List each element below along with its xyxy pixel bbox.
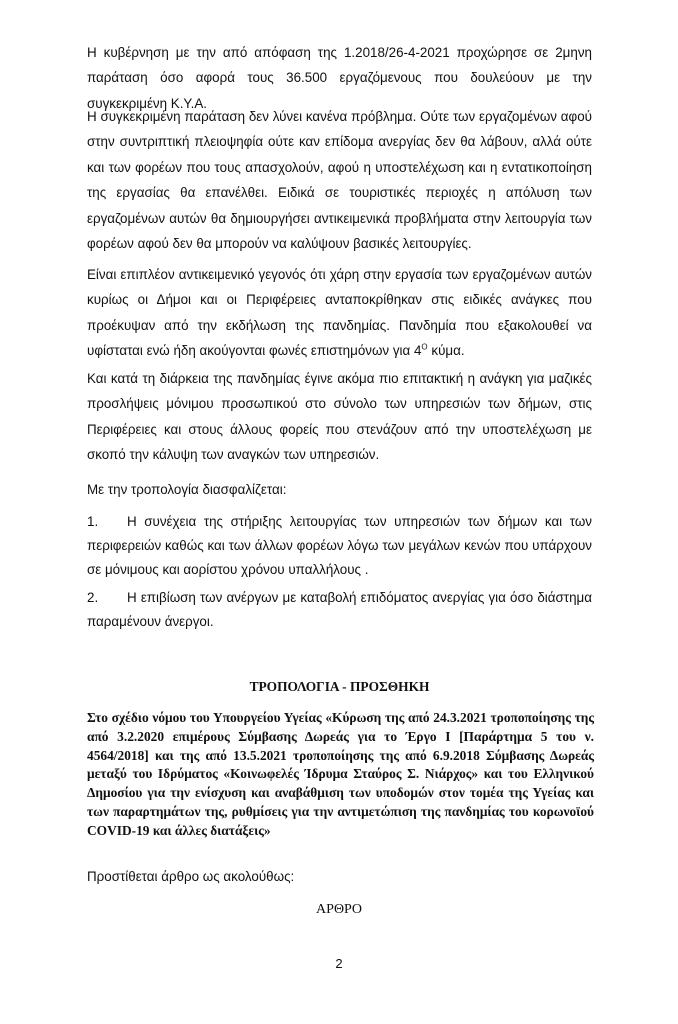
paragraph-text: Με την τροπολογία διασφαλίζεται: (87, 482, 287, 497)
list-item-content: Η συνέχεια της στήριξης λειτουργίας των υπηρεσιών των δήμων και των περιφερειών καθώς και των άλλων φορέων λόγω των μεγάλων κενών που υπάρχουν σε μόνιμους και αορίστου χρόνου υπαλλήλους . (87, 514, 592, 577)
amendment-description: Στο σχέδιο νόμου του Υπουργείου Υγείας «Κύρωση της από 24.3.2021 τροποποίησης της από 3.2.2020 επιμέρους Σύμβασης Δωρεάς για το Έργο Ι [Παράρτημα 5 του ν. 4564/2018] και της από 13.5.2021 τροποποίησης της από 6.9.2018 Σύμβασης Δωρεάς μεταξύ του Ιδρύματος «Κοινωφελές Ίδρυμα Σταύρος Σ. Νιάρχος» και του Ελληνικού Δημοσίου για την ενίσχυση και αναβάθμιση των υποδομών στον τομέα της Υγείας και των παραρτημάτων της, ρυθμίσεις για την αντιμετώπιση της πανδημίας του κορωνοϊού COVID-19 και άλλες διατάξεις» (87, 710, 594, 838)
added-article-text: Προστίθεται άρθρο ως ακολούθως: (87, 869, 295, 884)
list-item-text (87, 586, 592, 634)
paragraph-main-text: Είναι επιπλέον αντικειμενικό γεγονός ότι χάρη στην εργασία των εργαζομένων αυτών κυρίως οι Δήμοι και οι Περιφέρειες ανταποκρίθηκαν στις ειδικές ανάγκες που προέκυψαν από την εκδήλωση της πανδημίας. Πανδημία που εξακολουθεί να υφίσταται ενώ ήδη ακούγονται φωνές επιστημόνων για 4 (87, 267, 592, 359)
paragraph-text (87, 262, 592, 364)
paragraph-text: Η συγκεκριμένη παράταση δεν λύνει κανένα πρόβλημα. Ούτε των εργαζομένων αφού στην συντριπτική πλειοψηφία ούτε καν επίδομα ανεργίας δεν θα λάβουν, αλλά ούτε και των φορέων που τους απασχολούν, αφού η υποστελέχωση και η εντατικοποίηση της εργασίας θα επανέλθει. Ειδικά σε τουριστικές περιοχές η απόλυση των εργαζομένων αυτών θα δημιουργήσει αντικειμενικά προβλήματα στην λειτουργία των φορέων αφού δεν θα μπορούν να καλύψουν βασικές λειτουργίες. (87, 109, 592, 252)
paragraph-problem (87, 104, 592, 256)
page-number: 2 (335, 956, 343, 971)
amendment-title: ΤΡΟΠΟΛΟΓΙΑ - ΠΡΟΣΘΗΚΗ (249, 679, 430, 694)
list-item-number: 2. (87, 590, 99, 605)
paragraph-pandemic (87, 262, 592, 364)
paragraph-intro-list (87, 477, 592, 502)
paragraph-hiring (87, 366, 592, 468)
list-item-content: Η επιβίωση των ανέργων με καταβολή επιδόματος ανεργίας για όσο διάστημα παραμένουν άνεργοι. (87, 590, 592, 629)
paragraph-end-text: κύμα. (427, 343, 465, 359)
list-item (87, 586, 592, 634)
article-heading: ΑΡΘΡΟ (316, 902, 362, 917)
superscript: Ο (421, 342, 428, 352)
paragraph-text: Η κυβέρνηση με την από απόφαση της 1.2018/26-4-2021 προχώρησε σε 2μηνη παράταση όσο αφορά τους 36.500 εργαζόμενους που δουλεύουν με την συγκεκριμένη Κ.Υ.Α. (87, 45, 592, 111)
list-item-number: 1. (87, 514, 99, 529)
paragraph-text: Και κατά τη διάρκεια της πανδημίας έγινε ακόμα πιο επιτακτική η ανάγκη για μαζικές προσλήψεις μόνιμου προσωπικού στο σύνολο των υπηρεσιών των δήμων, στις Περιφέρειες και στους άλλους φορείς που στενάζουν από την υποστελέχωση με σκοπό την κάλυψη των αναγκών των υπηρεσιών. (87, 371, 592, 463)
list-item (87, 510, 592, 582)
list-item-text (87, 510, 592, 582)
